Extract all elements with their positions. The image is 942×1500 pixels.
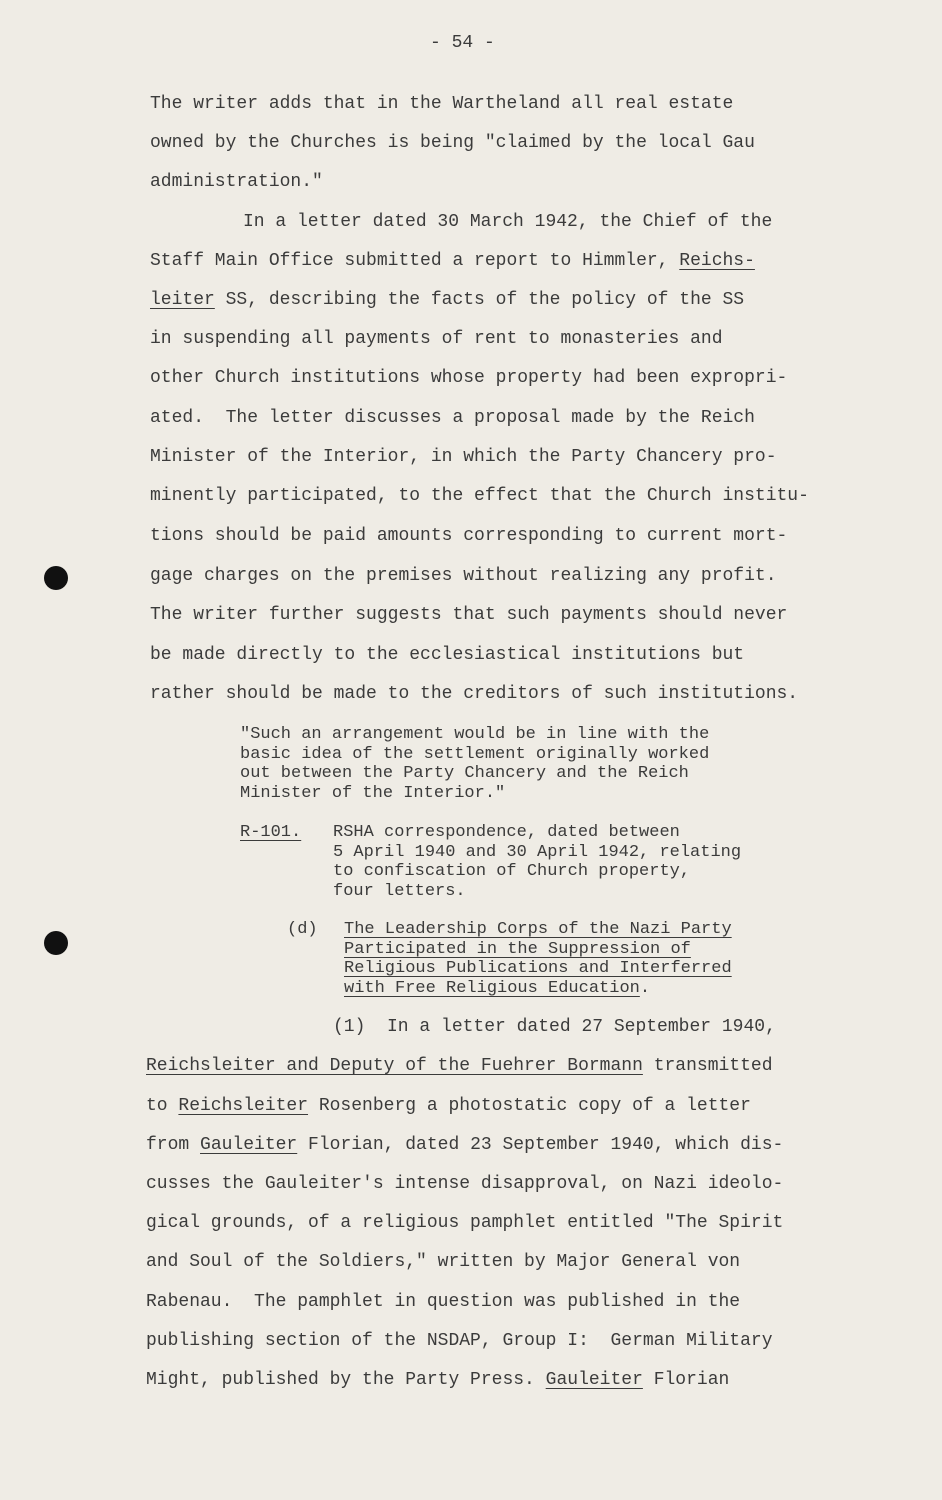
para2-line: Staff Main Office submitted a report to Himmler, Reichs- — [150, 251, 755, 271]
punch-hole — [44, 931, 68, 955]
para1-line: owned by the Churches is being "claimed by the local Gau — [150, 133, 755, 153]
para2-line: In a letter dated 30 March 1942, the Chief of the — [243, 212, 773, 232]
para1-line: The writer adds that in the Wartheland all real estate — [150, 94, 734, 114]
para2-line: leiter SS, describing the facts of the policy of the SS — [150, 290, 745, 310]
para2-line: Minister of the Interior, in which the Party Chancery pro- — [150, 447, 777, 467]
block-quote: "Such an arrangement would be in line with the basic idea of the settlement originally worked out between the Party Chancery and the Reich Minister of the Interior." — [240, 725, 710, 803]
para2-line: ated. The letter discusses a proposal made by the Reich — [150, 408, 755, 428]
para3-line: to Reichsleiter Rosenberg a photostatic copy of a letter — [146, 1096, 751, 1116]
para2-line: minently participated, to the effect that the Church institu- — [150, 486, 809, 506]
para3-line: publishing section of the NSDAP, Group I: German Military — [146, 1331, 773, 1351]
exhibit-id: R-101. — [240, 823, 302, 842]
para3-line: Might, published by the Party Press. Gauleiter Florian — [146, 1370, 730, 1390]
underlined-term: Reichsleiter and Deputy of the Fuehrer Bormann — [146, 1056, 643, 1076]
section-heading: The Leadership Corps of the Nazi Party Participated in the Suppression of Religious Publications and Interferred with Free Religious Education. — [344, 920, 732, 998]
para2-line: gage charges on the premises without realizing any profit. — [150, 566, 777, 586]
para3-line: (1) In a letter dated 27 September 1940, — [333, 1017, 776, 1037]
para2-line: tions should be paid amounts corresponding to current mort- — [150, 526, 788, 546]
para3-line: Rabenau. The pamphlet in question was published in the — [146, 1292, 741, 1312]
para2-line: be made directly to the ecclesiastical institutions but — [150, 645, 745, 665]
para1-line: administration." — [150, 172, 323, 192]
section-label: (d) — [287, 920, 318, 939]
underlined-term: Reichs- — [679, 251, 755, 271]
underlined-term: Gauleiter — [200, 1135, 298, 1155]
para2-line: other Church institutions whose property had been expropri- — [150, 368, 788, 388]
para3-line: cusses the Gauleiter's intense disapproval, on Nazi ideolo- — [146, 1174, 784, 1194]
para2-line: rather should be made to the creditors of such institutions. — [150, 684, 799, 704]
para3-line: from Gauleiter Florian, dated 23 September 1940, which dis- — [146, 1135, 784, 1155]
para3-line: gical grounds, of a religious pamphlet entitled "The Spirit — [146, 1213, 784, 1233]
para3-line: and Soul of the Soldiers," written by Major General von — [146, 1252, 741, 1272]
para2-line: in suspending all payments of rent to monasteries and — [150, 329, 723, 349]
exhibit-description: RSHA correspondence, dated between 5 April 1940 and 30 April 1942, relating to confiscation of Church property, four letters. — [333, 823, 742, 901]
underlined-term: Gauleiter — [545, 1370, 643, 1390]
page-number: - 54 - — [430, 33, 495, 53]
underlined-term: leiter — [150, 290, 215, 310]
para3-line: Reichsleiter and Deputy of the Fuehrer Bormann transmitted — [146, 1056, 773, 1076]
para2-line: The writer further suggests that such payments should never — [150, 605, 788, 625]
underlined-term: Reichsleiter — [178, 1096, 309, 1116]
punch-hole — [44, 566, 68, 590]
